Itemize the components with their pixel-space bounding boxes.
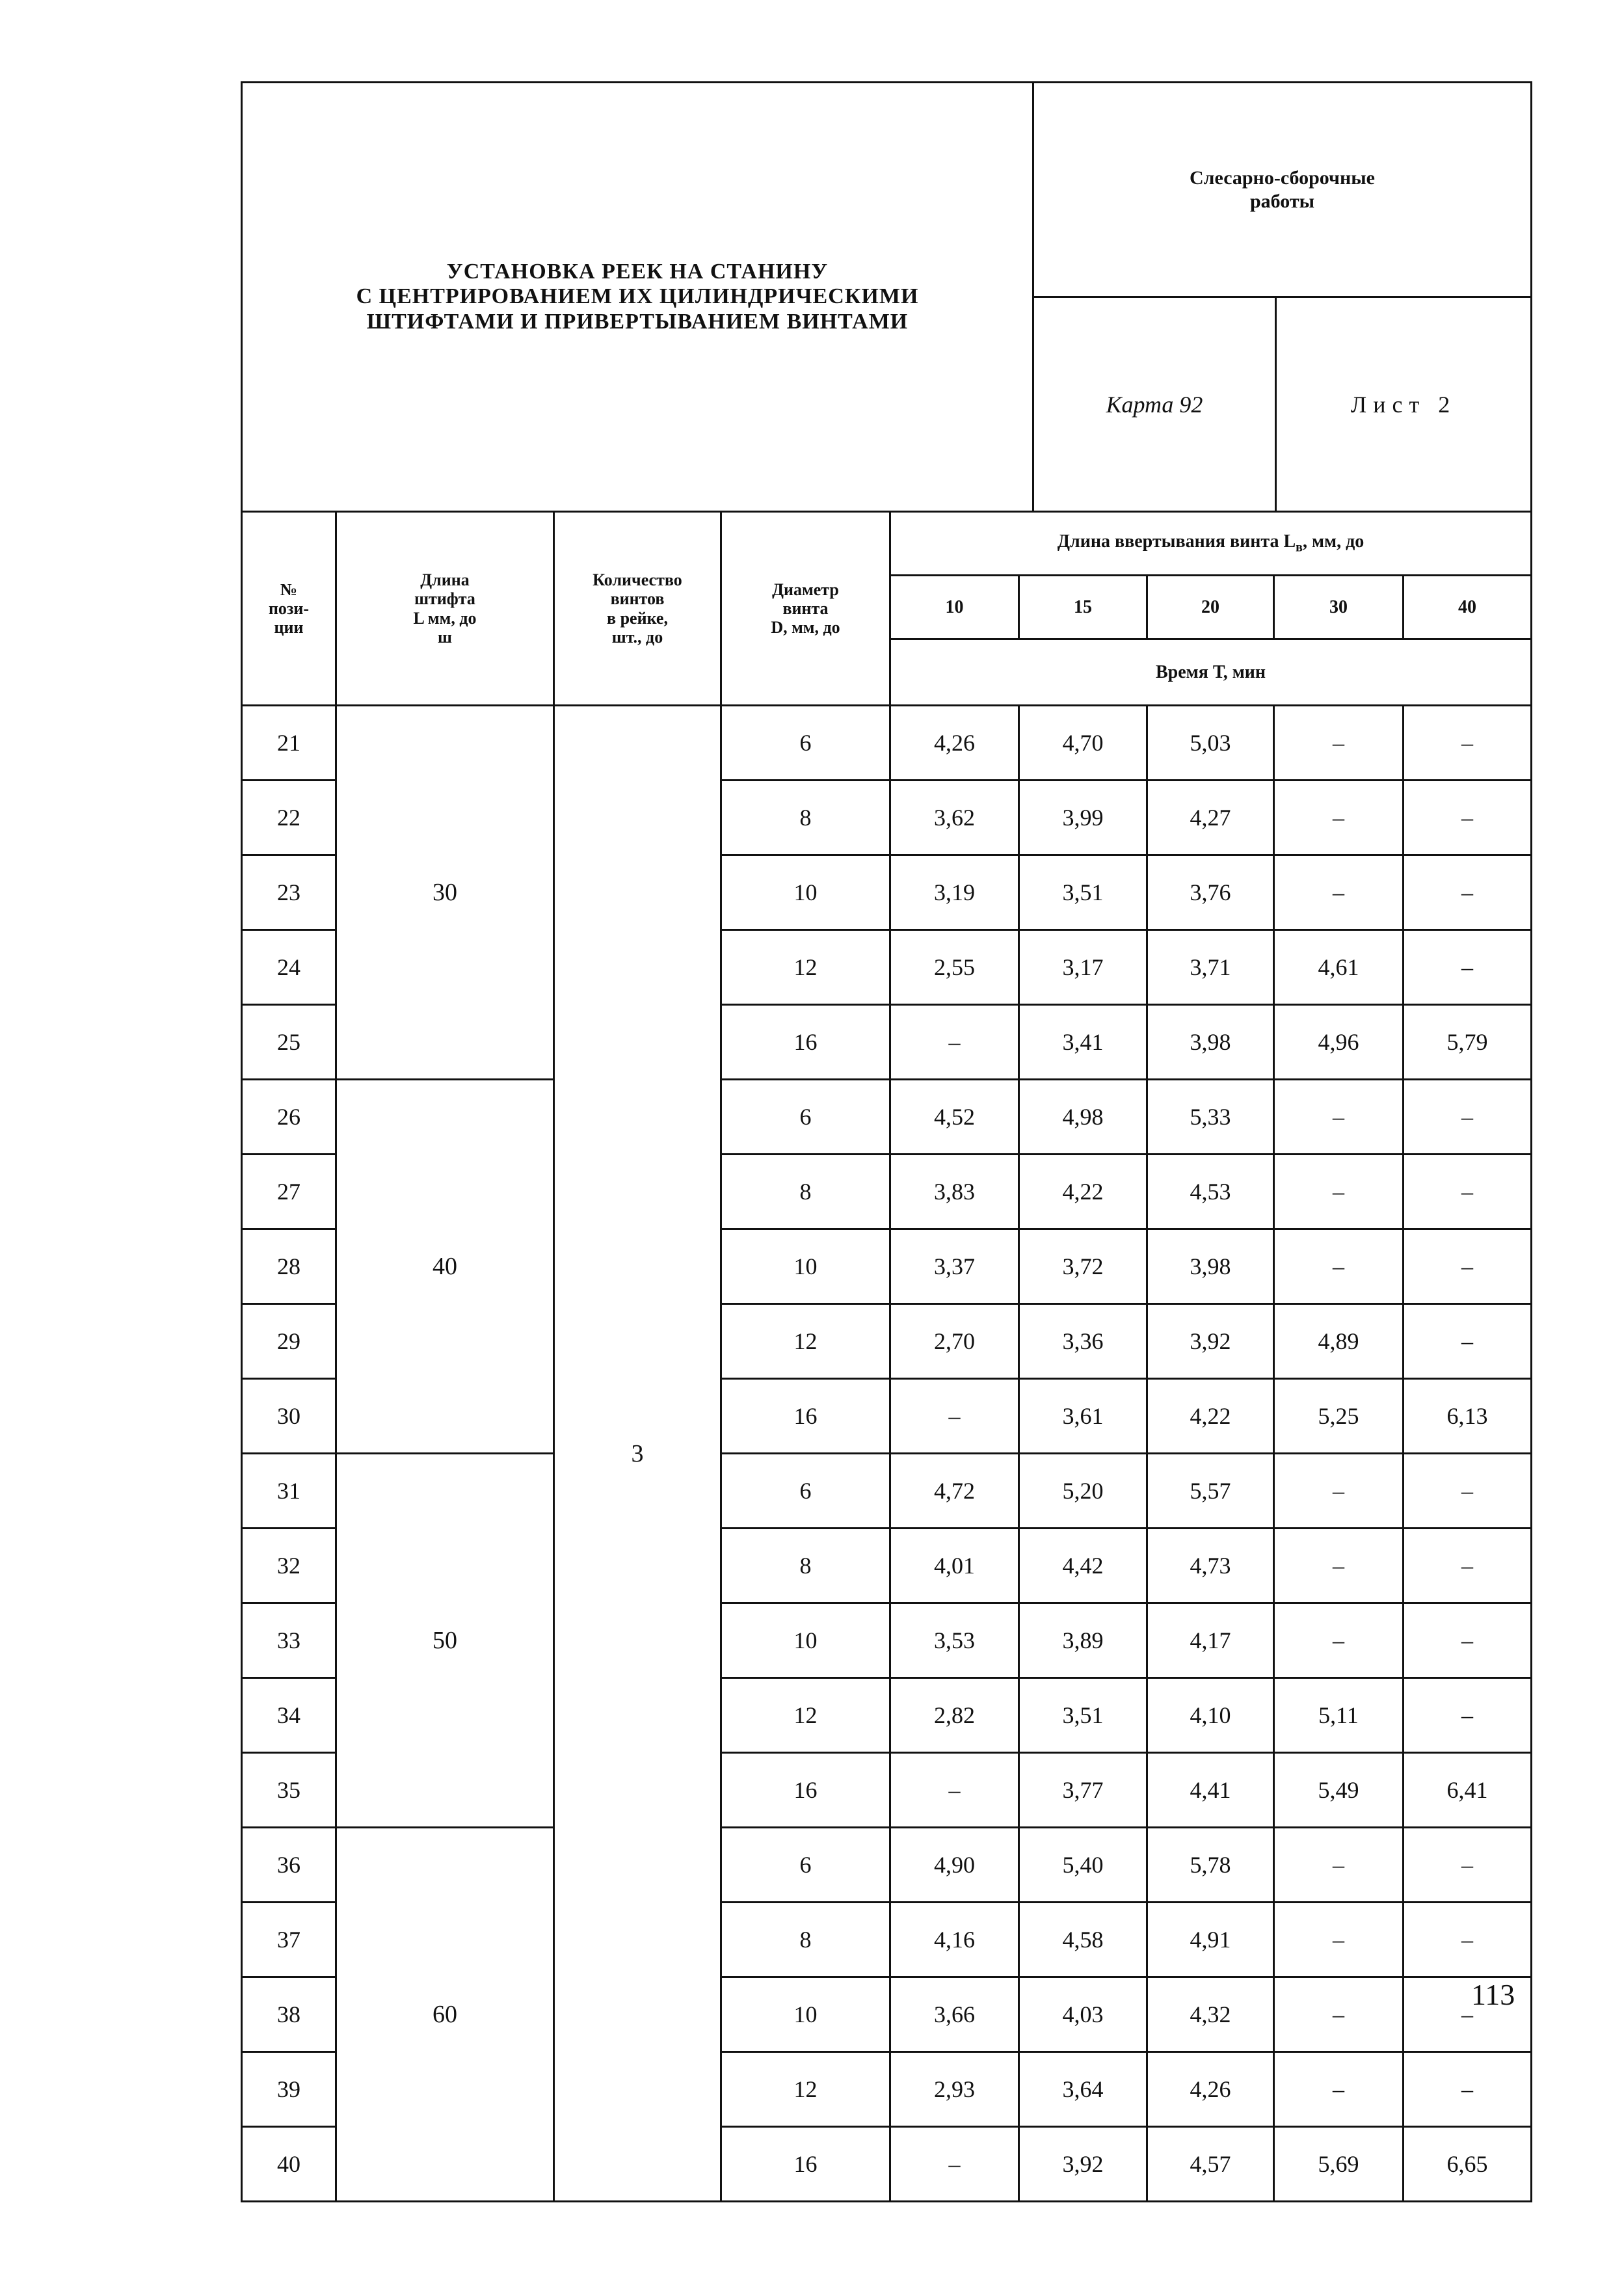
position-cell: 21 <box>242 706 336 781</box>
time-cell: – <box>1404 1454 1532 1529</box>
position-cell: 39 <box>242 2052 336 2127</box>
time-cell: 6,13 <box>1404 1379 1532 1454</box>
time-cell: 3,19 <box>890 855 1019 930</box>
time-cell: 5,11 <box>1274 1678 1404 1753</box>
work-category: Слесарно-сборочные работы <box>1033 83 1532 297</box>
time-cell: 3,64 <box>1019 2052 1147 2127</box>
time-cell: 4,61 <box>1274 930 1404 1005</box>
time-cell: 4,90 <box>890 1828 1019 1903</box>
time-cell: 4,72 <box>890 1454 1019 1529</box>
time-cell: 3,92 <box>1019 2127 1147 2202</box>
time-cell: 3,89 <box>1019 1603 1147 1678</box>
position-cell: 32 <box>242 1529 336 1603</box>
time-label: Время Т, мин <box>890 639 1532 706</box>
time-cell: 5,40 <box>1019 1828 1147 1903</box>
time-cell: 4,27 <box>1147 781 1274 855</box>
time-cell: 4,98 <box>1019 1080 1147 1155</box>
position-cell: 34 <box>242 1678 336 1753</box>
time-cell: 3,51 <box>1019 855 1147 930</box>
diameter-cell: 16 <box>721 2127 890 2202</box>
time-cell: 3,17 <box>1019 930 1147 1005</box>
time-cell: 5,20 <box>1019 1454 1147 1529</box>
time-cell: 2,93 <box>890 2052 1019 2127</box>
time-cell: – <box>890 1379 1019 1454</box>
time-cell: – <box>1274 706 1404 781</box>
diameter-cell: 12 <box>721 1678 890 1753</box>
length-value: 15 <box>1019 576 1147 639</box>
time-cell: – <box>890 1753 1019 1828</box>
diameter-cell: 8 <box>721 1155 890 1229</box>
time-cell: 4,73 <box>1147 1529 1274 1603</box>
position-cell: 35 <box>242 1753 336 1828</box>
time-cell: – <box>1404 855 1532 930</box>
card-header <box>241 81 1532 513</box>
position-cell: 23 <box>242 855 336 930</box>
time-cell: – <box>1404 1603 1532 1678</box>
time-cell: – <box>1274 1903 1404 1977</box>
page-number: 113 <box>1471 1978 1515 2011</box>
position-cell: 33 <box>242 1603 336 1678</box>
pin-length-cell: 50 <box>336 1454 554 1828</box>
pin-length-cell: 60 <box>336 1828 554 2202</box>
time-cell: 5,49 <box>1274 1753 1404 1828</box>
time-cell: – <box>1404 1155 1532 1229</box>
time-cell: 3,99 <box>1019 781 1147 855</box>
time-cell: 4,10 <box>1147 1678 1274 1753</box>
diameter-cell: 10 <box>721 855 890 930</box>
time-cell: 3,37 <box>890 1229 1019 1304</box>
time-cell: – <box>1404 1529 1532 1603</box>
time-cell: 2,82 <box>890 1678 1019 1753</box>
diameter-cell: 6 <box>721 1080 890 1155</box>
time-cell: – <box>890 1005 1019 1080</box>
time-cell: 4,52 <box>890 1080 1019 1155</box>
diameter-cell: 8 <box>721 1529 890 1603</box>
time-cell: – <box>1274 1080 1404 1155</box>
position-cell: 40 <box>242 2127 336 2202</box>
time-cell: 4,03 <box>1019 1977 1147 2052</box>
time-cell: – <box>1274 1603 1404 1678</box>
time-cell: – <box>1404 1229 1532 1304</box>
time-cell: – <box>1274 1229 1404 1304</box>
time-cell: 3,41 <box>1019 1005 1147 1080</box>
time-cell: – <box>1404 1977 1532 2052</box>
time-cell: 4,58 <box>1019 1903 1147 1977</box>
pin-length-cell: 40 <box>336 1080 554 1454</box>
time-cell: 5,69 <box>1274 2127 1404 2202</box>
diameter-cell: 10 <box>721 1603 890 1678</box>
diameter-cell: 16 <box>721 1753 890 1828</box>
position-cell: 38 <box>242 1977 336 2052</box>
table-row <box>242 706 1532 781</box>
time-cell: 3,83 <box>890 1155 1019 1229</box>
time-cell: 3,98 <box>1147 1005 1274 1080</box>
position-cell: 30 <box>242 1379 336 1454</box>
time-cell: 5,78 <box>1147 1828 1274 1903</box>
title-line: ШТИФТАМИ И ПРИВЕРТЫВАНИЕМ ВИНТАМИ <box>366 309 909 334</box>
time-cell: – <box>1274 1828 1404 1903</box>
time-cell: 3,77 <box>1019 1753 1147 1828</box>
time-cell: 6,65 <box>1404 2127 1532 2202</box>
time-cell: – <box>1404 1678 1532 1753</box>
time-cell: 5,57 <box>1147 1454 1274 1529</box>
length-value: 40 <box>1404 576 1532 639</box>
time-cell: – <box>1274 781 1404 855</box>
diameter-cell: 8 <box>721 781 890 855</box>
time-cell: 3,62 <box>890 781 1019 855</box>
col-screw-count-header: Количество винтов в рейке, шт., до <box>554 512 721 706</box>
card-number: Карта 92 <box>1033 297 1276 512</box>
col-diameter-header: Диаметр винта D, мм, до <box>721 512 890 706</box>
diameter-cell: 8 <box>721 1903 890 1977</box>
time-cell: 3,92 <box>1147 1304 1274 1379</box>
time-cell: 3,36 <box>1019 1304 1147 1379</box>
diameter-cell: 10 <box>721 1229 890 1304</box>
time-cell: – <box>1404 930 1532 1005</box>
time-cell: 4,01 <box>890 1529 1019 1603</box>
time-cell: 3,76 <box>1147 855 1274 930</box>
document-sheet <box>241 81 1532 2202</box>
time-cell: 5,25 <box>1274 1379 1404 1454</box>
card-title <box>242 83 1033 512</box>
time-cell: 4,91 <box>1147 1903 1274 1977</box>
time-cell: 4,16 <box>890 1903 1019 1977</box>
time-cell: 3,51 <box>1019 1678 1147 1753</box>
position-cell: 25 <box>242 1005 336 1080</box>
time-cell: 5,79 <box>1404 1005 1532 1080</box>
time-cell: – <box>1404 1903 1532 1977</box>
time-cell: – <box>1404 1080 1532 1155</box>
time-cell: – <box>1274 1155 1404 1229</box>
time-cell: 3,98 <box>1147 1229 1274 1304</box>
position-cell: 37 <box>242 1903 336 1977</box>
pin-length-cell: 30 <box>336 706 554 1080</box>
title-line: УСТАНОВКА РЕЕК НА СТАНИНУ <box>446 260 829 284</box>
screw-count-cell: 3 <box>554 706 721 2202</box>
diameter-cell: 12 <box>721 2052 890 2127</box>
time-cell: – <box>1404 706 1532 781</box>
time-cell: 3,71 <box>1147 930 1274 1005</box>
table-row <box>242 1828 1532 1903</box>
time-cell: 4,57 <box>1147 2127 1274 2202</box>
diameter-cell: 6 <box>721 1828 890 1903</box>
time-cell: 4,26 <box>890 706 1019 781</box>
position-cell: 26 <box>242 1080 336 1155</box>
diameter-cell: 12 <box>721 930 890 1005</box>
time-cell: – <box>1404 2052 1532 2127</box>
length-value: 10 <box>890 576 1019 639</box>
time-cell: 4,70 <box>1019 706 1147 781</box>
position-cell: 24 <box>242 930 336 1005</box>
time-cell: – <box>1274 1454 1404 1529</box>
time-cell: 4,17 <box>1147 1603 1274 1678</box>
col-position-header: № пози- ции <box>242 512 336 706</box>
position-cell: 22 <box>242 781 336 855</box>
time-cell: – <box>1404 781 1532 855</box>
time-cell: 4,89 <box>1274 1304 1404 1379</box>
norms-table <box>241 511 1532 2202</box>
position-cell: 29 <box>242 1304 336 1379</box>
length-value: 30 <box>1274 576 1404 639</box>
table-row <box>242 1080 1532 1155</box>
diameter-cell: 16 <box>721 1379 890 1454</box>
time-cell: 4,32 <box>1147 1977 1274 2052</box>
col-screw-length-group: Длина ввертывания винта $L_в$, мм, до <box>890 512 1532 576</box>
time-cell: 4,53 <box>1147 1155 1274 1229</box>
time-cell: 2,55 <box>890 930 1019 1005</box>
time-cell: – <box>1274 2052 1404 2127</box>
time-cell: – <box>890 2127 1019 2202</box>
time-cell: 3,66 <box>890 1977 1019 2052</box>
time-cell: – <box>1404 1304 1532 1379</box>
length-value: 20 <box>1147 576 1274 639</box>
position-cell: 28 <box>242 1229 336 1304</box>
time-cell: 4,41 <box>1147 1753 1274 1828</box>
diameter-cell: 10 <box>721 1977 890 2052</box>
title-line: С ЦЕНТРИРОВАНИЕМ ИХ ЦИЛИНДРИЧЕСКИМИ <box>356 284 919 309</box>
time-cell: – <box>1274 1529 1404 1603</box>
diameter-cell: 6 <box>721 1454 890 1529</box>
position-cell: 31 <box>242 1454 336 1529</box>
time-cell: 6,41 <box>1404 1753 1532 1828</box>
time-cell: 3,61 <box>1019 1379 1147 1454</box>
time-cell: 3,72 <box>1019 1229 1147 1304</box>
time-cell: 4,96 <box>1274 1005 1404 1080</box>
diameter-cell: 6 <box>721 706 890 781</box>
position-cell: 36 <box>242 1828 336 1903</box>
time-cell: 4,22 <box>1019 1155 1147 1229</box>
time-cell: – <box>1274 855 1404 930</box>
time-cell: – <box>1274 1977 1404 2052</box>
time-cell: 4,22 <box>1147 1379 1274 1454</box>
time-cell: 3,53 <box>890 1603 1019 1678</box>
time-cell: – <box>1404 1828 1532 1903</box>
table-row <box>242 1454 1532 1529</box>
time-cell: 5,03 <box>1147 706 1274 781</box>
position-cell: 27 <box>242 1155 336 1229</box>
col-pin-length-header: Длина штифта L мм, до ш <box>336 512 554 706</box>
sheet-number: Лист 2 <box>1276 297 1532 512</box>
diameter-cell: 16 <box>721 1005 890 1080</box>
time-cell: 2,70 <box>890 1304 1019 1379</box>
time-cell: 5,33 <box>1147 1080 1274 1155</box>
time-cell: 4,26 <box>1147 2052 1274 2127</box>
diameter-cell: 12 <box>721 1304 890 1379</box>
time-cell: 4,42 <box>1019 1529 1147 1603</box>
